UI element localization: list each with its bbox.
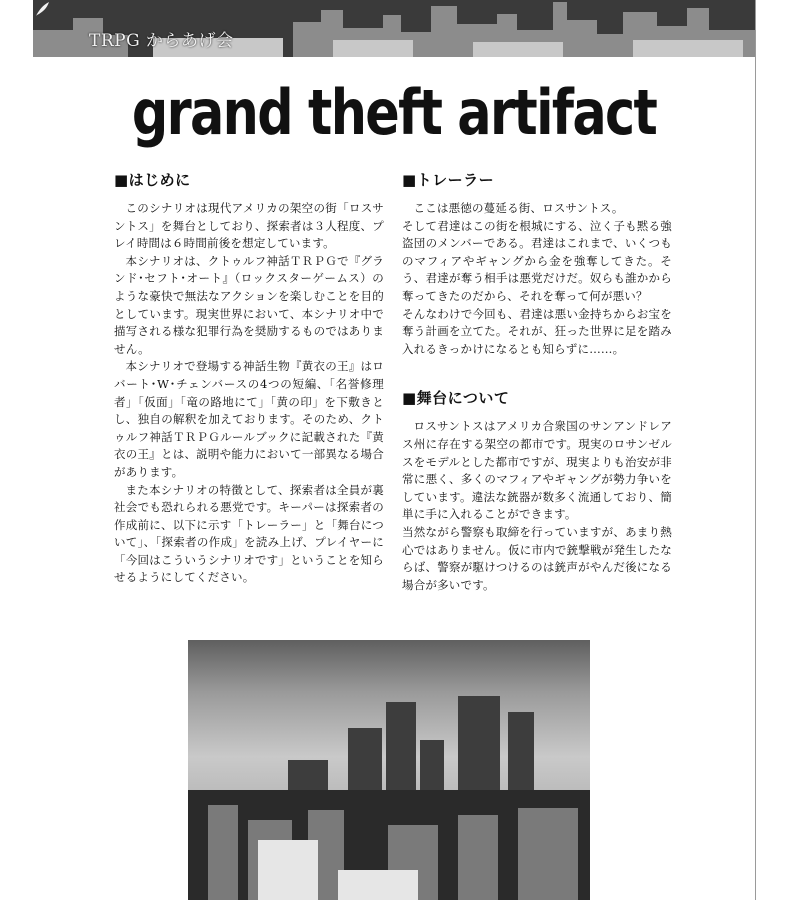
header-banner	[33, 0, 755, 57]
city-skyline-photo	[188, 640, 590, 900]
intro-paragraph: このシナリオは現代アメリカの架空の街「ロスサントス」を舞台としており、探索者は３人程度、プレイ時間は６時間前後を想定しています。	[114, 201, 384, 251]
brand-name: TRPG からあげ会	[89, 31, 234, 51]
stage-paragraph: 当然ながら警察も取締を行っていますが、あまり熱心ではありません。仮に市内で銃撃戦が発生したならば、警察が駆けつけるのは銃声がやんだ後になる場合が多いです。	[402, 524, 672, 592]
right-column	[402, 170, 672, 594]
page-title: grand theft artifact	[131, 76, 657, 149]
stage-heading: ■舞台について	[402, 389, 510, 408]
intro-heading: ■はじめに	[114, 171, 191, 189]
skyline-illustration	[188, 640, 590, 900]
intro-paragraph: 本シナリオで登場する神話生物『黄衣の王』はロバート･W･チェンバースの4つの短編、「名誉修理者」「仮面」「竜の路地にて」「黄の印」を下敷きとし、独自の解釈を加えております。そのため、クトゥルフ神話ＴＲＰＧルールブックに記載された『黄衣の王』とは、説明や能力において一部異なる場合があります。	[114, 359, 384, 479]
feather-icon	[33, 0, 51, 18]
trailer-paragraph: ここは悪徳の蔓延る街、ロスサントス。	[413, 201, 624, 215]
left-column	[114, 170, 384, 587]
intro-paragraph: 本シナリオは、クトゥルフ神話ＴＲＰＧで『グランド･セフト･オート』（ロックスターゲームス）のような豪快で無法なアクションを楽しむことを目的としています。現実世界において、本シナリオ中で描写される様な犯罪行為を奨励するものではありません。	[114, 253, 384, 356]
page-edge-rule	[755, 0, 756, 900]
trailer-paragraph: そして君達はこの街を根城にする、泣く子も黙る強盗団のメンバーである。君達はこれまで、いくつものマフィアやギャングから金を強奪してきた。そう、君達が奪う相手は悪党だけだ。奴らも誰かから奪ってきたのだから、それを奪って何が悪い？	[402, 218, 672, 303]
trailer-paragraph: そんなわけで今回も、君達は悪い金持ちからお宝を奪う計画を立てた。それが、狂った世界に足を踏み入れるきっかけになるとも知らずに……。	[402, 306, 672, 356]
intro-paragraph: また本シナリオの特徴として、探索者は全員が裏社会でも恐れられる悪党です。キーパーは探索者の作成前に、以下に示す「トレーラー」と「舞台について」、「探索者の作成」を読み上げ、プレイヤーに「今回はこういうシナリオです」ということを知らせるようにしてください。	[114, 482, 384, 585]
trailer-heading: ■トレーラー	[402, 171, 495, 189]
stage-paragraph: ロスサントスはアメリカ合衆国のサンアンドレアス州に存在する架空の都市です。現実のロサンゼルスをモデルとした都市ですが、現実よりも治安が非常に悪く、多くのマフィアやギャングが勢力争いをしています。違法な銃器が数多く流通しており、簡単に手に入れることができます。	[402, 419, 672, 522]
